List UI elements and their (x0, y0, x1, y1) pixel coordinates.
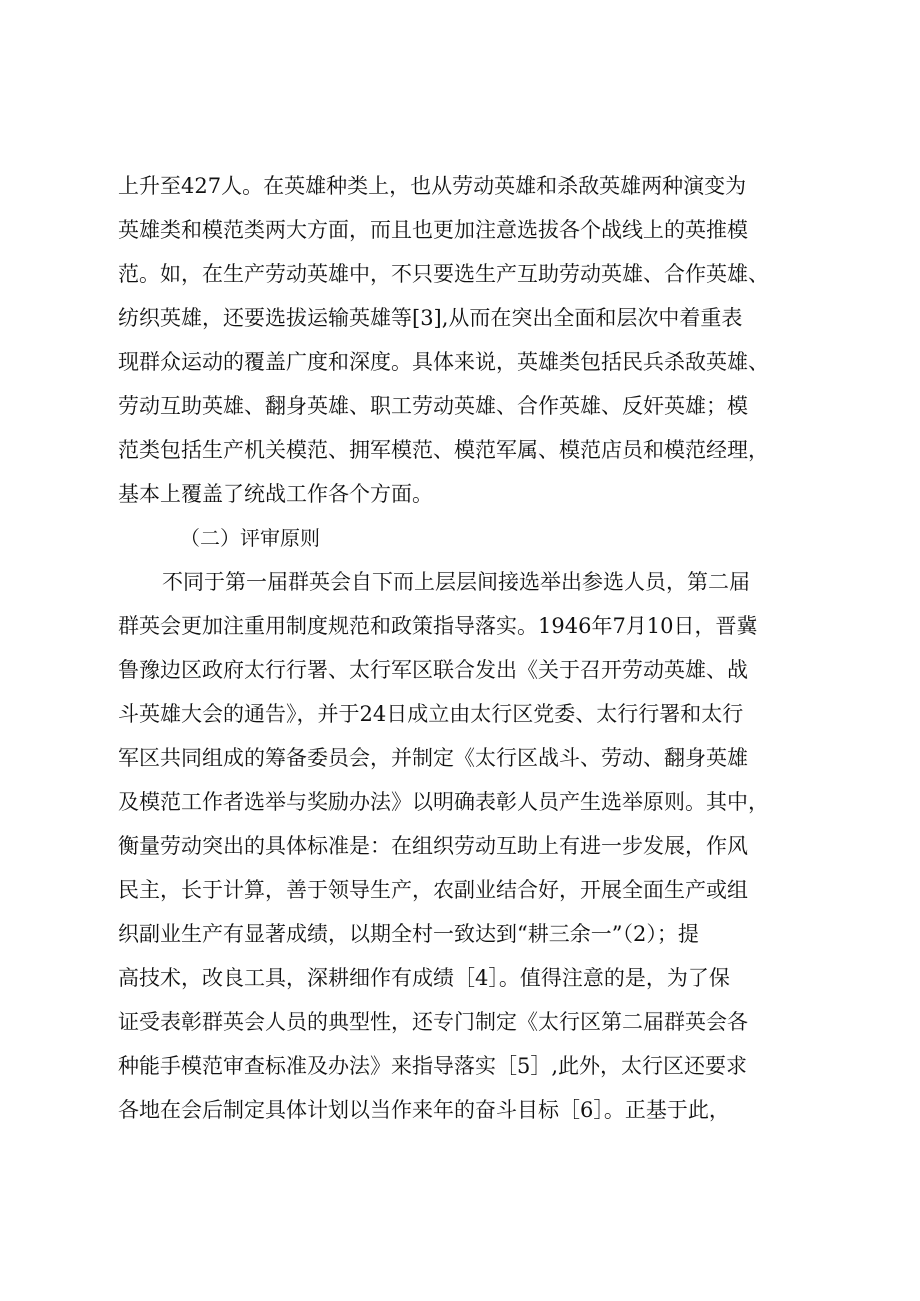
text-line: 上升至427人。在英雄种类上，也从劳动英雄和杀敌英雄两种演变为 (118, 174, 747, 198)
text-line: 范。如，在生产劳动英雄中，不只要选生产互助劳动英雄、合作英雄、 (118, 262, 769, 286)
text-line: 及模范工作者选举与奖励办法》以明确表彰人员产生选举原则。其中， (118, 790, 769, 814)
text-line: 英雄类和模范类两大方面，而且也更加注意选拔各个战线上的英推模 (118, 218, 748, 242)
text-line: 现群众运动的覆盖广度和深度。具体来说，英雄类包括民兵杀敌英雄、 (118, 350, 769, 374)
text-line: 证受表彰群英会人员的典型性，还专门制定《太行区第二届群英会各 (118, 1010, 748, 1034)
body-text (118, 164, 808, 1132)
text-line: 劳动互助英雄、翻身英雄、职工劳动英雄、合作英雄、反奸英雄；模 (118, 394, 748, 418)
text-line: 高技术，改良工具，深耕细作有成绩［4］。值得注意的是，为了保 (118, 966, 730, 990)
text-line: 斗英雄大会的通告》，并于24日成立由太行区党委、太行行署和太行 (118, 702, 744, 726)
text-line: 纺织英雄，还要选拔运输英雄等[3],从而在突出全面和层次中着重表 (118, 306, 743, 330)
text-line: 民主，长于计算，善于领导生产，农副业结合好，开展全面生产或组 (118, 878, 748, 902)
text-line: 鲁豫边区政府太行行署、太行军区联合发出《关于召开劳动英雄、战 (118, 658, 748, 682)
text-line: 范类包括生产机关模范、拥军模范、模范军属、模范店员和模范经理， (118, 438, 769, 462)
text-line: 织副业生产有显著成绩，以期全村一致达到“耕三余一”（2）；提 (118, 922, 699, 946)
text-line: 种能手模范审查标准及办法》来指导落实［5］,此外，太行区还要求 (118, 1054, 748, 1078)
text-line: 群英会更加注重用制度规范和政策指导落实。1946年7月10日，晋冀 (118, 614, 758, 638)
section-heading: （二）评审原则 (180, 526, 320, 550)
text-line: 不同于第一届群英会自下而上层层间接选举出参选人员，第二届 (162, 570, 750, 594)
text-line: 军区共同组成的筹备委员会，并制定《太行区战斗、劳动、翻身英雄 (118, 746, 748, 770)
text-line: 各地在会后制定具体计划以当作来年的奋斗目标［6］。正基于此， (118, 1098, 730, 1122)
text-line: 基本上覆盖了统战工作各个方面。 (118, 482, 433, 506)
text-line: 衡量劳动突出的具体标准是：在组织劳动互助上有进一步发展，作风 (118, 834, 748, 858)
